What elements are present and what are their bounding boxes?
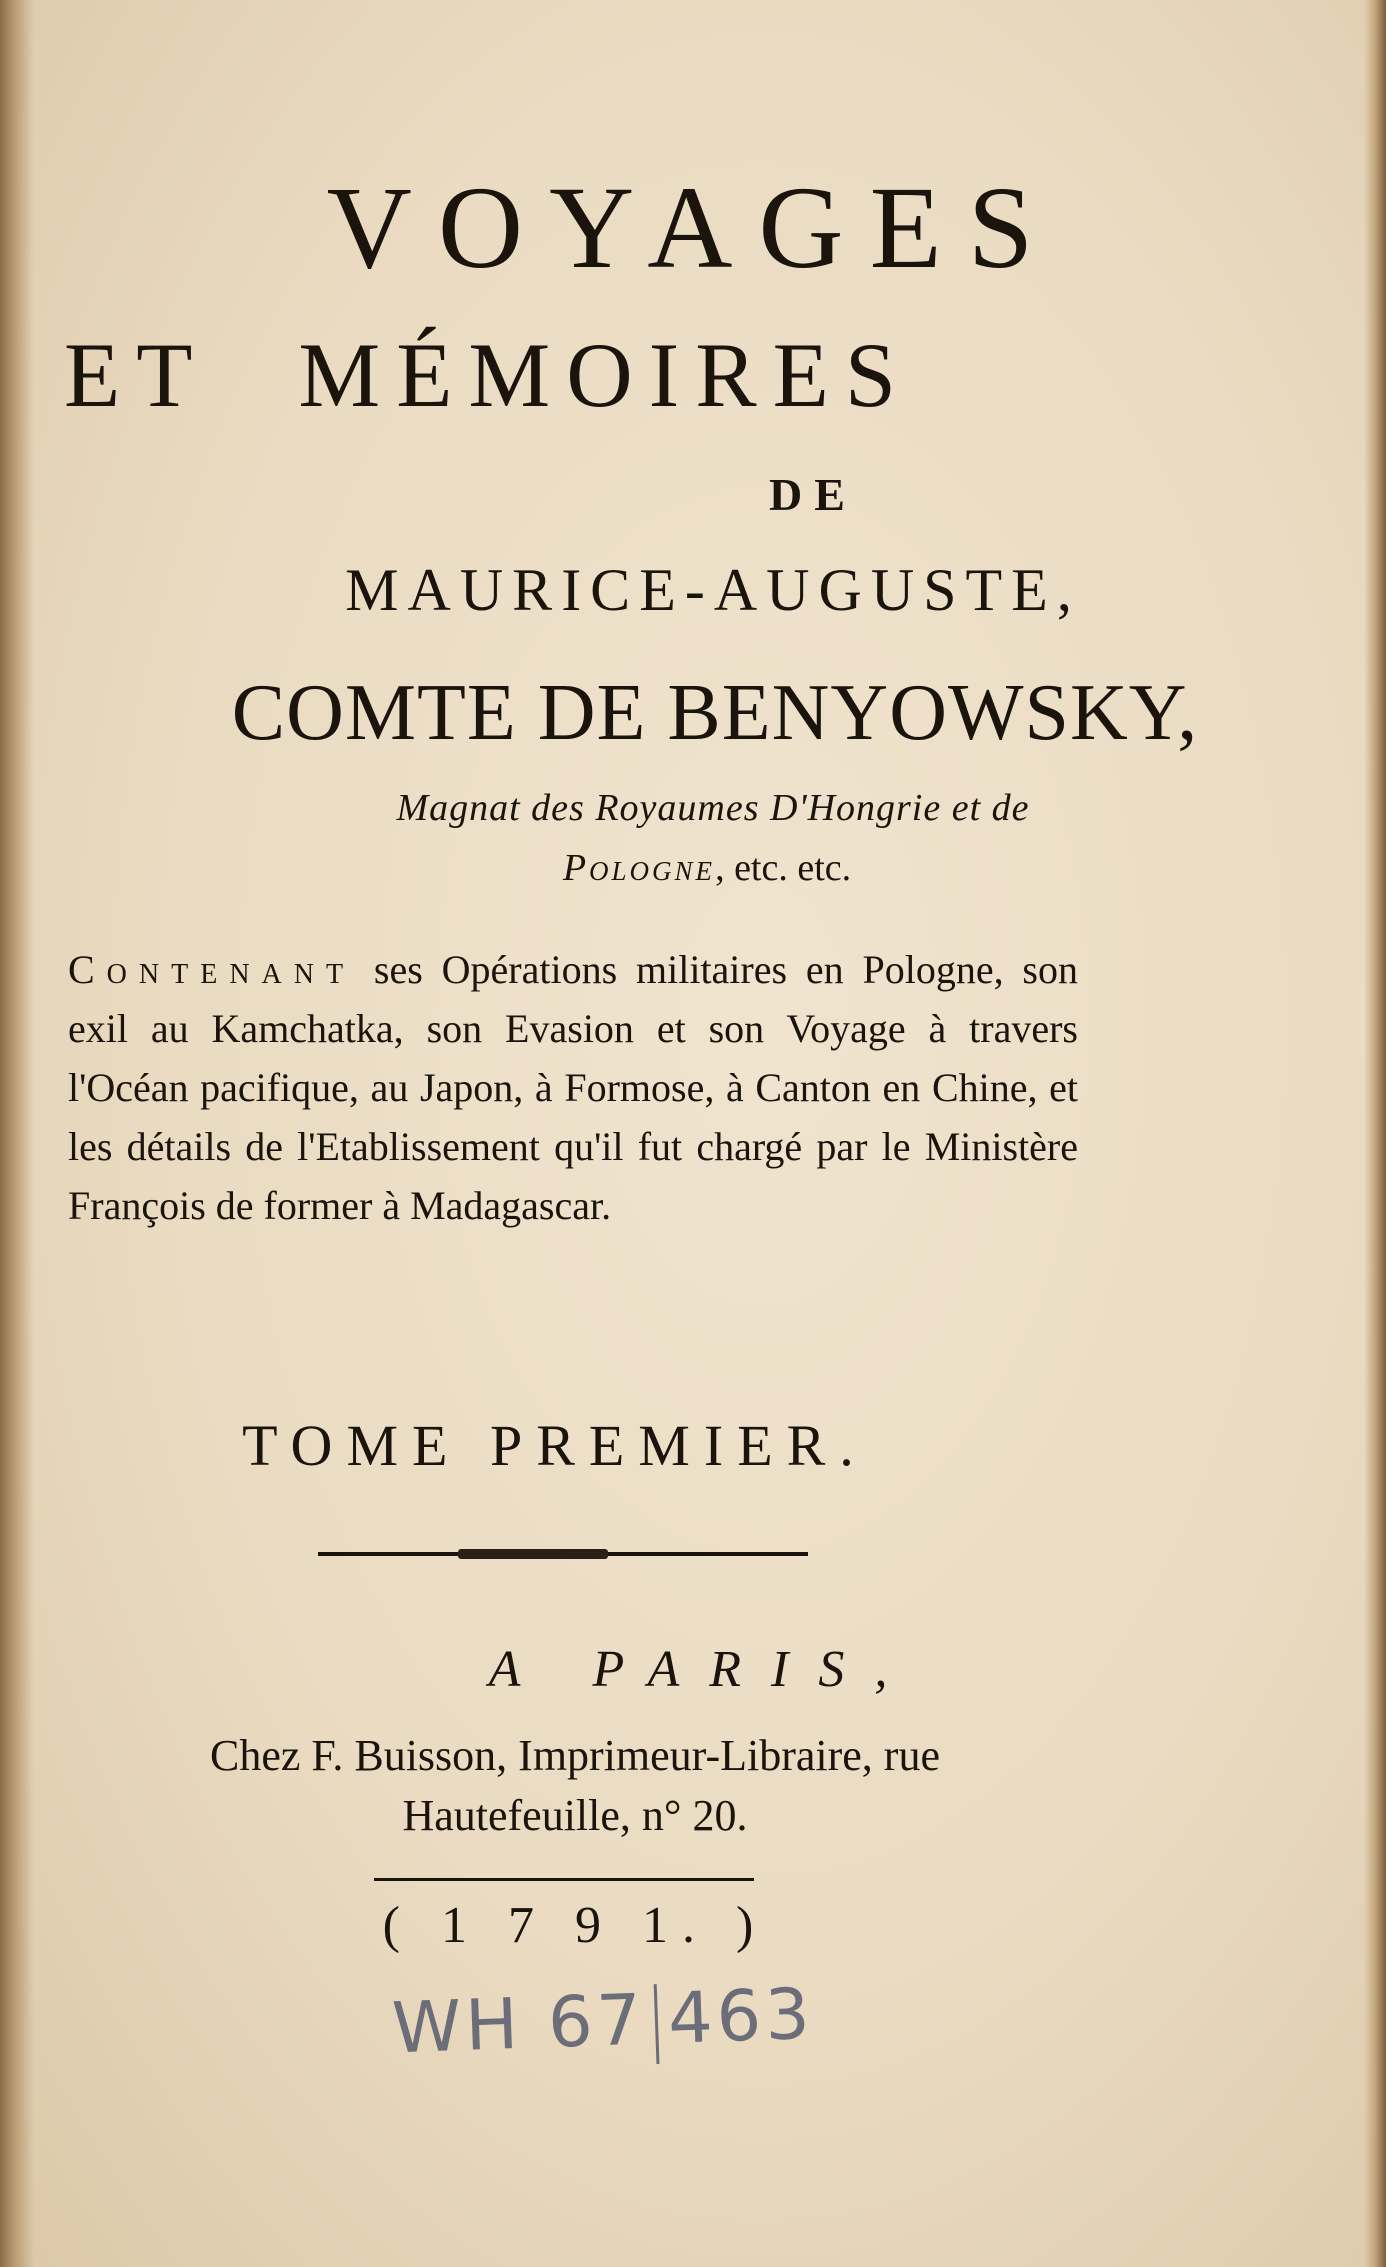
shelfmark-part-a: WH 67: [390, 1978, 647, 2070]
publication-year: ( 1 7 9 1. ): [382, 1897, 768, 1954]
title-et: ET: [64, 324, 209, 426]
title-voyages: VOYAGES: [326, 162, 1060, 293]
imprint-place: A PARIS,: [488, 1641, 918, 1698]
title-de: DE: [769, 469, 857, 520]
author-rank-cont: [14, 846, 1386, 890]
author-rank: Magnat des Royaumes D'Hongrie et de: [396, 787, 1030, 829]
contents-lead: Contenant: [68, 947, 356, 992]
author-title: COMTE DE BENYOWSKY,: [231, 669, 1199, 757]
title-memoires-word: MÉMOIRES: [298, 324, 913, 426]
title-memoires: [64, 322, 1074, 428]
imprint-publisher: Chez F. Buisson, Imprimeur-Libraire, rue: [210, 1731, 940, 1780]
etc-text: , etc. etc.: [715, 847, 852, 889]
divider-rule: [374, 1878, 754, 1881]
volume-label: TOME PREMIER.: [242, 1413, 868, 1478]
imprint-address: Hautefeuille, n° 20.: [402, 1791, 748, 1840]
shelfmark-part-b: 463: [666, 1972, 816, 2060]
ornamental-rule: [318, 1552, 808, 1556]
handwritten-shelfmark: [391, 1973, 816, 2074]
pologne-word: Pologne: [562, 847, 716, 889]
page-right-edge: [1364, 0, 1386, 2267]
author-name: MAURICE-AUGUSTE,: [345, 557, 1081, 623]
contents-text: ses Opérations militaires en Pologne, son exil au Kamchatka, son Evasion et son Voyage à travers l'Océan pacifique, au Japon, à Formose, à Canton en Chine, et les détails de l'Etablissement qu'il fut chargé par le Ministère François de former à Madagascar.: [68, 947, 1078, 1228]
contents-paragraph: [68, 940, 1078, 1235]
